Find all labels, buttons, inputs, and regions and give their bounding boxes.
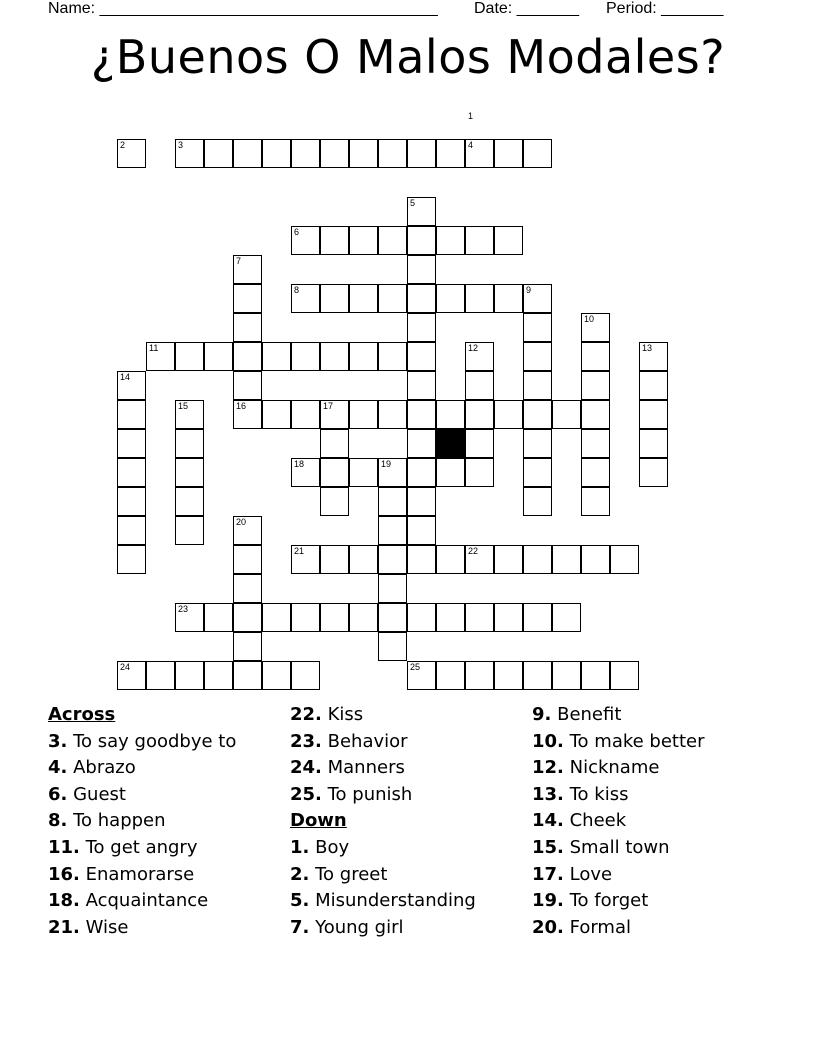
clue-number-label: 11 bbox=[149, 343, 159, 353]
grid-cell[interactable] bbox=[552, 661, 581, 690]
grid-cell[interactable] bbox=[204, 342, 233, 371]
clue-item-text: Benefit bbox=[551, 704, 622, 725]
clue-item bbox=[48, 835, 236, 862]
grid-cell[interactable] bbox=[407, 487, 436, 516]
grid-cell[interactable] bbox=[581, 545, 610, 574]
clue-section-heading: Across bbox=[48, 704, 116, 725]
grid-cell[interactable] bbox=[581, 458, 610, 487]
grid-cell[interactable] bbox=[523, 313, 552, 342]
grid-cell[interactable] bbox=[494, 400, 523, 429]
clue-item-number: 24. bbox=[290, 757, 322, 779]
clue-item bbox=[532, 729, 705, 756]
clue-item-number: 1. bbox=[290, 836, 310, 858]
grid-cell[interactable] bbox=[378, 603, 407, 632]
grid-cell[interactable] bbox=[378, 516, 407, 545]
grid-cell[interactable] bbox=[639, 429, 668, 458]
clue-item bbox=[290, 702, 476, 729]
clue-item-text: Behavior bbox=[321, 730, 408, 752]
clue-item-text: To greet bbox=[309, 863, 388, 885]
grid-cell[interactable] bbox=[233, 661, 262, 690]
grid-cell[interactable] bbox=[233, 545, 262, 574]
grid-cell[interactable] bbox=[639, 371, 668, 400]
grid-cell[interactable] bbox=[494, 284, 523, 313]
clues-column-3 bbox=[532, 702, 705, 941]
grid-cell[interactable] bbox=[610, 545, 639, 574]
clue-item bbox=[48, 915, 236, 942]
grid-cell[interactable] bbox=[523, 139, 552, 168]
clue-item-number: 17. bbox=[532, 863, 564, 885]
clue-item-text: Young girl bbox=[309, 916, 404, 938]
grid-cell[interactable] bbox=[436, 226, 465, 255]
grid-cell[interactable] bbox=[436, 545, 465, 574]
grid-cell[interactable] bbox=[117, 458, 146, 487]
grid-cell[interactable] bbox=[262, 139, 291, 168]
grid-cell[interactable] bbox=[552, 545, 581, 574]
grid-cell[interactable] bbox=[581, 487, 610, 516]
grid-cell[interactable] bbox=[204, 661, 233, 690]
grid-cell[interactable] bbox=[233, 139, 262, 168]
clue-item-text: To say goodbye to bbox=[67, 730, 237, 752]
grid-cell[interactable] bbox=[581, 400, 610, 429]
grid-cell[interactable] bbox=[262, 603, 291, 632]
grid-cell[interactable] bbox=[436, 139, 465, 168]
clue-item-text: Formal bbox=[563, 916, 631, 938]
clue-number-label: 6 bbox=[294, 227, 300, 237]
clue-item-number: 3. bbox=[48, 730, 68, 752]
clue-number-label: 12 bbox=[468, 343, 479, 353]
grid-cell[interactable] bbox=[175, 487, 204, 516]
clue-number-label: 9 bbox=[526, 285, 532, 295]
clue-item-text: Manners bbox=[321, 757, 405, 779]
clue-item-text: Kiss bbox=[321, 704, 364, 725]
grid-cell[interactable] bbox=[523, 661, 552, 690]
name-field-label: Name: ______________________________________ bbox=[48, 0, 438, 17]
clues-column-2 bbox=[290, 702, 476, 941]
grid-cell[interactable] bbox=[552, 400, 581, 429]
grid-cell[interactable] bbox=[378, 545, 407, 574]
clue-item-number: 22. bbox=[290, 704, 322, 725]
grid-cell[interactable] bbox=[436, 603, 465, 632]
grid-cell[interactable] bbox=[494, 545, 523, 574]
grid-cell[interactable] bbox=[117, 516, 146, 545]
grid-cell[interactable] bbox=[407, 545, 436, 574]
clue-item bbox=[532, 862, 705, 889]
grid-cell[interactable] bbox=[320, 342, 349, 371]
period-field-label: Period: _______ bbox=[606, 0, 724, 17]
puzzle-title: ¿Buenos O Malos Modales? bbox=[90, 30, 726, 84]
grid-cell[interactable] bbox=[291, 603, 320, 632]
grid-cell[interactable] bbox=[233, 284, 262, 313]
grid-cell[interactable] bbox=[581, 342, 610, 371]
grid-cell[interactable] bbox=[552, 603, 581, 632]
clue-number-label: 4 bbox=[468, 140, 474, 150]
grid-cell[interactable] bbox=[523, 487, 552, 516]
grid-cell[interactable] bbox=[465, 603, 494, 632]
grid-cell[interactable] bbox=[523, 603, 552, 632]
clue-item-number: 8. bbox=[48, 810, 68, 832]
grid-cell[interactable] bbox=[320, 458, 349, 487]
clue-item-number: 4. bbox=[48, 757, 68, 779]
clue-item bbox=[532, 808, 705, 835]
clue-item-text: Guest bbox=[67, 783, 126, 805]
grid-cell[interactable] bbox=[465, 429, 494, 458]
clue-number-label: 24 bbox=[120, 662, 131, 672]
grid-cell[interactable] bbox=[581, 661, 610, 690]
grid-cell[interactable] bbox=[262, 342, 291, 371]
clue-item-text: To forget bbox=[563, 890, 649, 912]
grid-cell[interactable] bbox=[320, 603, 349, 632]
grid-cell[interactable] bbox=[320, 429, 349, 458]
grid-cell[interactable] bbox=[320, 545, 349, 574]
grid-cell[interactable] bbox=[465, 284, 494, 313]
clue-item-text: Cheek bbox=[563, 810, 627, 832]
grid-cell[interactable] bbox=[378, 574, 407, 603]
grid-cell[interactable] bbox=[233, 342, 262, 371]
grid-cell[interactable] bbox=[465, 400, 494, 429]
grid-cell[interactable] bbox=[407, 284, 436, 313]
clue-item bbox=[290, 915, 476, 942]
clue-item bbox=[290, 729, 476, 756]
grid-cell[interactable] bbox=[581, 429, 610, 458]
clue-number-label: 7 bbox=[236, 256, 242, 266]
grid-cell[interactable] bbox=[407, 371, 436, 400]
grid-cell[interactable] bbox=[175, 516, 204, 545]
grid-cell[interactable] bbox=[610, 661, 639, 690]
clue-item-text: To kiss bbox=[563, 783, 629, 805]
grid-cell[interactable] bbox=[407, 226, 436, 255]
clue-item bbox=[290, 862, 476, 889]
clue-item-number: 15. bbox=[532, 836, 564, 858]
grid-cell[interactable] bbox=[117, 429, 146, 458]
clue-number-label: 21 bbox=[294, 546, 305, 556]
clue-item-text: Misunderstanding bbox=[309, 890, 476, 912]
grid-cell[interactable] bbox=[494, 226, 523, 255]
grid-cell[interactable] bbox=[349, 545, 378, 574]
clue-number-label: 15 bbox=[178, 401, 189, 411]
clue-item-number: 2. bbox=[290, 863, 310, 885]
clue-item bbox=[48, 755, 236, 782]
clue-number-label: 1 bbox=[468, 111, 474, 121]
clue-number-label: 19 bbox=[381, 459, 392, 469]
clue-item bbox=[48, 862, 236, 889]
grid-cell[interactable] bbox=[436, 458, 465, 487]
clue-item-number: 5. bbox=[290, 890, 310, 912]
grid-cell[interactable] bbox=[349, 284, 378, 313]
grid-cell[interactable] bbox=[523, 429, 552, 458]
clue-item bbox=[532, 915, 705, 942]
clue-number-label: 13 bbox=[642, 343, 653, 353]
clue-item bbox=[48, 729, 236, 756]
clue-item-text: To get angry bbox=[79, 836, 198, 858]
clue-number-label: 8 bbox=[294, 285, 300, 295]
clue-item-text: Wise bbox=[79, 916, 129, 938]
grid-cell[interactable] bbox=[117, 487, 146, 516]
clue-number-label: 18 bbox=[294, 459, 305, 469]
clue-item-number: 20. bbox=[532, 916, 564, 938]
grid-cell[interactable] bbox=[378, 487, 407, 516]
clue-item bbox=[290, 835, 476, 862]
clue-number-label: 17 bbox=[323, 401, 334, 411]
clue-item bbox=[532, 782, 705, 809]
grid-cell[interactable] bbox=[407, 516, 436, 545]
clue-item-number: 19. bbox=[532, 890, 564, 912]
clue-number-label: 5 bbox=[410, 198, 416, 208]
clue-number-label: 20 bbox=[236, 517, 247, 527]
clue-item bbox=[48, 782, 236, 809]
grid-cell[interactable] bbox=[581, 371, 610, 400]
clue-number-label: 25 bbox=[410, 662, 421, 672]
clue-item-number: 14. bbox=[532, 810, 564, 832]
grid-cell[interactable] bbox=[320, 139, 349, 168]
grid-cell[interactable] bbox=[465, 458, 494, 487]
clue-number-label: 23 bbox=[178, 604, 189, 614]
grid-cell[interactable] bbox=[349, 458, 378, 487]
grid-cell[interactable] bbox=[465, 661, 494, 690]
clue-item bbox=[290, 755, 476, 782]
grid-cell[interactable] bbox=[523, 400, 552, 429]
clue-item-number: 16. bbox=[48, 863, 80, 885]
clue-number-label: 22 bbox=[468, 546, 479, 556]
grid-cell[interactable] bbox=[378, 342, 407, 371]
grid-cell[interactable] bbox=[349, 226, 378, 255]
grid-cell[interactable] bbox=[349, 603, 378, 632]
clue-number-label: 2 bbox=[120, 140, 126, 150]
clue-item bbox=[532, 888, 705, 915]
grid-cell[interactable] bbox=[407, 313, 436, 342]
grid-cell[interactable] bbox=[291, 139, 320, 168]
grid-cell[interactable] bbox=[175, 342, 204, 371]
clue-item-number: 6. bbox=[48, 783, 68, 805]
grid-cell[interactable] bbox=[233, 574, 262, 603]
grid-cell[interactable] bbox=[523, 545, 552, 574]
clue-item-number: 18. bbox=[48, 890, 80, 912]
clue-item-text: To happen bbox=[67, 810, 166, 832]
clue-item bbox=[532, 755, 705, 782]
clues-column-1 bbox=[48, 702, 236, 941]
grid-cell[interactable] bbox=[407, 458, 436, 487]
clue-number-label: 16 bbox=[236, 401, 247, 411]
clue-item-number: 23. bbox=[290, 730, 322, 752]
grid-cell[interactable] bbox=[378, 632, 407, 661]
grid-cell[interactable] bbox=[494, 661, 523, 690]
clue-item-number: 21. bbox=[48, 916, 80, 938]
grid-cell[interactable] bbox=[407, 603, 436, 632]
clue-item-text: Abrazo bbox=[67, 757, 136, 779]
grid-cell[interactable] bbox=[320, 284, 349, 313]
grid-cell[interactable] bbox=[523, 458, 552, 487]
grid-cell[interactable] bbox=[233, 371, 262, 400]
grid-cell[interactable] bbox=[262, 400, 291, 429]
grid-cell[interactable] bbox=[378, 226, 407, 255]
clue-item-text: Acquaintance bbox=[79, 890, 209, 912]
grid-cell[interactable] bbox=[639, 400, 668, 429]
grid-cell[interactable] bbox=[349, 400, 378, 429]
grid-cell[interactable] bbox=[291, 400, 320, 429]
grid-cell[interactable] bbox=[407, 400, 436, 429]
clue-item-number: 9. bbox=[532, 704, 552, 725]
grid-cell[interactable] bbox=[407, 429, 436, 458]
clue-item-text: Nickname bbox=[563, 757, 660, 779]
grid-cell[interactable] bbox=[465, 226, 494, 255]
grid-cell[interactable] bbox=[117, 400, 146, 429]
clue-item-number: 12. bbox=[532, 757, 564, 779]
grid-cell[interactable] bbox=[436, 661, 465, 690]
clue-item-text: Love bbox=[563, 863, 613, 885]
grid-cell[interactable] bbox=[146, 661, 175, 690]
grid-cell[interactable] bbox=[494, 603, 523, 632]
grid-cell[interactable] bbox=[378, 400, 407, 429]
grid-cell[interactable] bbox=[291, 342, 320, 371]
grid-cell[interactable] bbox=[465, 371, 494, 400]
grid-cell[interactable] bbox=[291, 661, 320, 690]
grid-cell[interactable] bbox=[175, 429, 204, 458]
grid-cell[interactable] bbox=[407, 342, 436, 371]
grid-cell[interactable] bbox=[378, 284, 407, 313]
clue-item-number: 10. bbox=[532, 730, 564, 752]
clue-item-number: 7. bbox=[290, 916, 310, 938]
clue-item bbox=[48, 808, 236, 835]
clue-item bbox=[48, 888, 236, 915]
black-cell bbox=[436, 429, 465, 458]
grid-cell[interactable] bbox=[262, 661, 291, 690]
clue-item-text: Enamorarse bbox=[79, 863, 195, 885]
grid-cell[interactable] bbox=[233, 632, 262, 661]
grid-cell[interactable] bbox=[349, 342, 378, 371]
clue-item-text: Small town bbox=[563, 836, 670, 858]
grid-cell[interactable] bbox=[204, 139, 233, 168]
clue-number-label: 3 bbox=[178, 140, 184, 150]
grid-cell[interactable] bbox=[523, 371, 552, 400]
clue-item bbox=[532, 835, 705, 862]
grid-cell[interactable] bbox=[233, 313, 262, 342]
grid-cell[interactable] bbox=[320, 226, 349, 255]
grid-cell[interactable] bbox=[233, 603, 262, 632]
grid-cell[interactable] bbox=[378, 139, 407, 168]
clue-item-number: 25. bbox=[290, 783, 322, 805]
clue-number-label: 14 bbox=[120, 372, 131, 382]
grid-cell[interactable] bbox=[320, 487, 349, 516]
grid-cell[interactable] bbox=[494, 139, 523, 168]
clue-item-number: 11. bbox=[48, 836, 80, 858]
grid-cell[interactable] bbox=[639, 458, 668, 487]
date-field-label: Date: _______ bbox=[474, 0, 579, 17]
clue-number-label: 10 bbox=[584, 314, 595, 324]
clue-item bbox=[290, 782, 476, 809]
grid-cell[interactable] bbox=[407, 255, 436, 284]
grid-cell[interactable] bbox=[204, 603, 233, 632]
clue-item bbox=[290, 888, 476, 915]
grid-cell[interactable] bbox=[407, 139, 436, 168]
clue-item-number: 13. bbox=[532, 783, 564, 805]
clue-section-heading: Down bbox=[290, 810, 347, 832]
grid-cell[interactable] bbox=[175, 661, 204, 690]
clue-item-text: To make better bbox=[563, 730, 705, 752]
clue-item bbox=[532, 702, 705, 729]
grid-cell[interactable] bbox=[117, 545, 146, 574]
grid-cell[interactable] bbox=[349, 139, 378, 168]
clue-item-text: To punish bbox=[321, 783, 413, 805]
clue-item-text: Boy bbox=[309, 836, 350, 858]
grid-cell[interactable] bbox=[436, 400, 465, 429]
grid-cell[interactable] bbox=[436, 284, 465, 313]
grid-cell[interactable] bbox=[523, 342, 552, 371]
grid-cell[interactable] bbox=[175, 458, 204, 487]
